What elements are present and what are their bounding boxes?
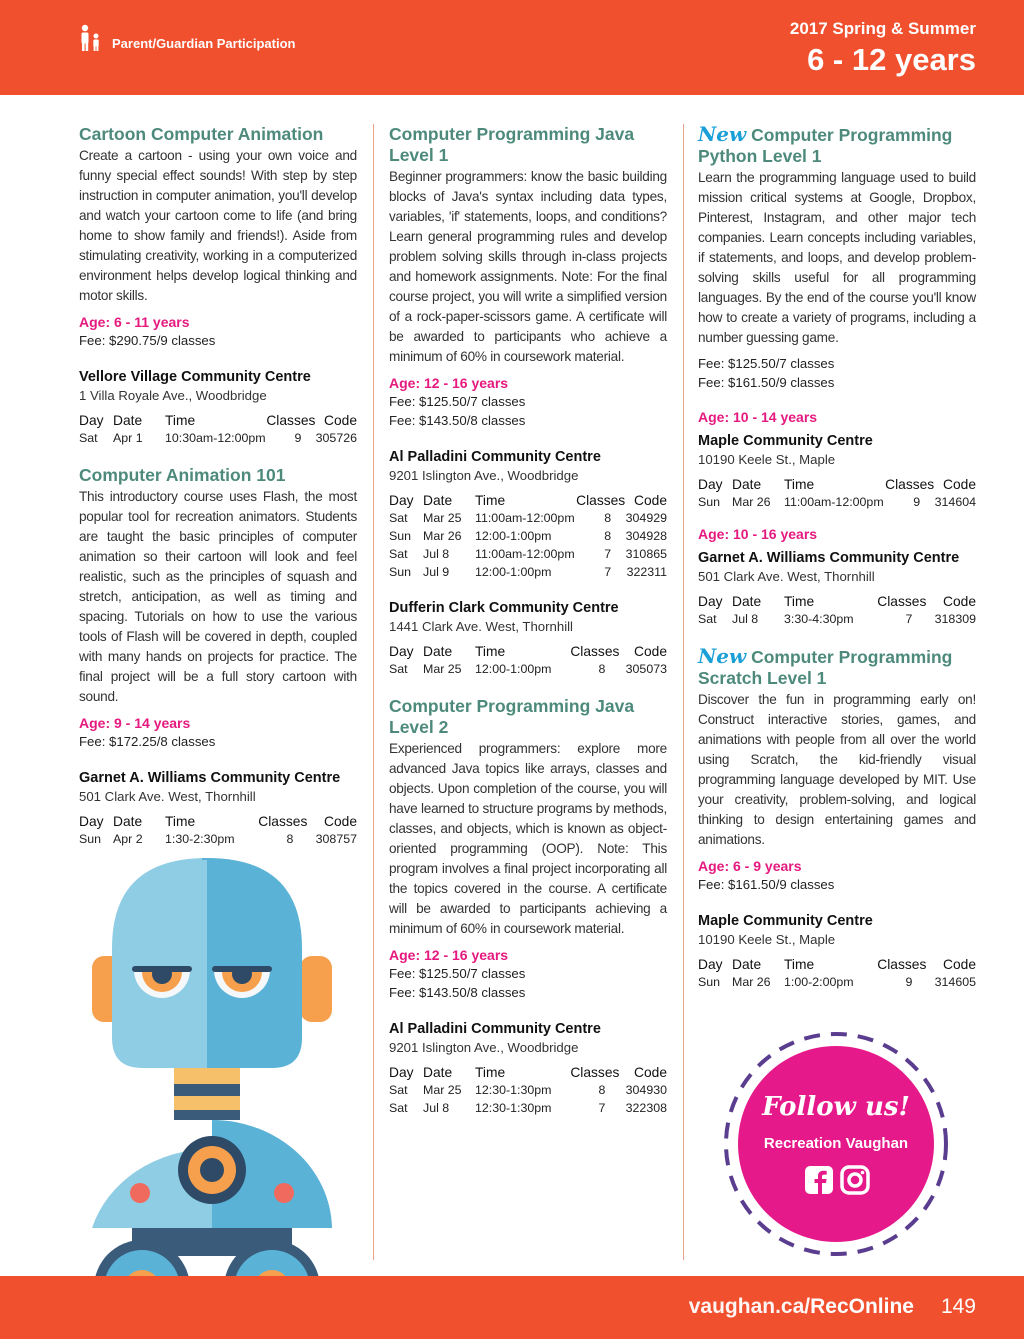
column-header-code: Code (943, 477, 976, 492)
schedule-cell-day: Sun (389, 529, 412, 543)
column-header-classes: Classes (258, 814, 308, 829)
schedule-header-row (389, 491, 667, 509)
footer-url[interactable] (689, 1295, 914, 1319)
column-header-code: Code (324, 413, 357, 428)
course-description: Experienced programmers: explore more advanced Java topics like arrays, classes and objects. Upon completion of the course, you will have learned to structure programs by methods, classes, and objects, which is known as object-oriented programming (OOP). Note: This program involves a final project incorporating all the topics covered in the course. A certificate will be awarded to participants achieving a minimum of 60% in coursework material. (389, 741, 667, 936)
venue-address: 9201 Islington Ave., Woodbridge (389, 1040, 579, 1055)
column-divider (683, 124, 684, 1260)
schedule-cell-code: 304930 (625, 1083, 667, 1097)
schedule-cell-code: 304929 (625, 511, 667, 525)
column-header-code: Code (943, 594, 976, 609)
schedule-cell-day: Sun (698, 975, 721, 989)
schedule-row (389, 509, 667, 527)
schedule-table (79, 812, 357, 848)
schedule-row (389, 545, 667, 563)
course-title (79, 124, 357, 145)
column-header-classes: Classes (877, 957, 927, 972)
schedule-cell-classes: 8 (598, 1083, 606, 1097)
schedule-cell-day: Sun (389, 565, 412, 579)
course-title (698, 646, 976, 689)
venue-address: 1 Villa Royale Ave., Woodbridge (79, 388, 267, 403)
age-label: Age: 6 - 11 years (79, 314, 190, 330)
course-block (389, 696, 667, 1117)
column-header-day: Day (698, 477, 723, 492)
venue-name: Maple Community Centre (698, 433, 873, 449)
course-title-text: Computer Programming Scratch Level 1 (698, 647, 953, 688)
schedule-cell-code: 322308 (625, 1101, 667, 1115)
column-header-classes: Classes (570, 644, 620, 659)
schedule-cell-time: 12:00-1:00pm (475, 662, 552, 676)
schedule-cell-classes: 8 (604, 529, 612, 543)
venue-block (698, 549, 976, 628)
column-header-code: Code (634, 644, 667, 659)
schedule-cell-time: 3:30-4:30pm (784, 612, 854, 626)
age-label: Age: 12 - 16 years (389, 375, 509, 391)
venue-name: Al Palladini Community Centre (389, 449, 601, 465)
schedule-cell-code: 310865 (625, 547, 667, 561)
venue-name: Garnet A. Williams Community Centre (79, 770, 341, 786)
schedule-row (698, 610, 976, 628)
schedule-cell-date: Mar 26 (423, 529, 462, 543)
schedule-row (698, 973, 976, 991)
schedule-header-row (389, 642, 667, 660)
column-header-date: Date (423, 1065, 453, 1080)
course-title-text: Computer Animation 101 (79, 465, 286, 485)
column-header-date: Date (423, 644, 453, 659)
venue-block (698, 912, 976, 991)
course-description: This introductory course uses Flash, the most popular tool for recreation animators. Students are taught the basic principles of computer animation so their cartoon will look and feel realistic, such as the principles of squash and stretch, anticipation, as well as timing and spacing. Tutorials on how to use the various tools of Flash will be covered in depth, coupled with many hands on projects for practice. The final project will be a full story cartoon with sound. (79, 489, 357, 704)
column-header-time: Time (165, 413, 196, 428)
robot-illustration (92, 858, 362, 1339)
column-header-day: Day (698, 594, 723, 609)
schedule-row (389, 527, 667, 545)
schedule-cell-code: 322311 (626, 565, 667, 579)
schedule-cell-time: 12:30-1:30pm (475, 1083, 552, 1097)
schedule-header-row (79, 812, 357, 830)
column-header-code: Code (324, 814, 357, 829)
footer-url-prefix: vaughan.ca/ (688, 1295, 811, 1318)
schedule-cell-time: 1:30-2:30pm (165, 832, 235, 846)
schedule-cell-day: Sat (389, 1101, 408, 1115)
schedule-header-row (389, 1063, 667, 1081)
schedule-cell-date: Jul 8 (423, 547, 450, 561)
schedule-cell-date: Apr 2 (113, 832, 143, 846)
column-header-date: Date (423, 493, 453, 508)
schedule-cell-classes: 9 (905, 975, 913, 989)
column-header-classes: Classes (266, 413, 316, 428)
column-header-time: Time (475, 644, 506, 659)
course-title (79, 465, 357, 486)
venue-block (79, 769, 357, 848)
schedule-row (79, 830, 357, 848)
age-label: Age: 6 - 9 years (698, 858, 802, 874)
column-header-code: Code (943, 957, 976, 972)
course-title (698, 124, 976, 167)
schedule-table (79, 411, 357, 447)
schedule-cell-classes: 7 (905, 612, 913, 626)
schedule-cell-classes: 7 (604, 565, 612, 579)
schedule-cell-date: Mar 25 (423, 1083, 462, 1097)
schedule-cell-time: 11:00am-12:00pm (475, 547, 575, 561)
course-description: Beginner programmers: know the basic building blocks of Java's syntax including data types, variables, 'if' statements, loops, and conditions? Learn general programming rules and develop problem solving skills through in-class projects and homework assignments. Note: For the final course project, you will write a simplified version of a rock-paper-scissors game. A certificate will be awarded to participants who achieve a minimum of 60% in coursework material. (389, 169, 667, 364)
schedule-cell-classes: 9 (913, 495, 921, 509)
course-title-text: Computer Programming Java Level 2 (389, 696, 635, 737)
schedule-cell-classes: 7 (598, 1101, 606, 1115)
column-header-day: Day (389, 644, 414, 659)
schedule-table (389, 491, 667, 581)
schedule-cell-date: Mar 25 (423, 662, 462, 676)
schedule-row (389, 660, 667, 678)
course-block (79, 124, 357, 447)
course-block (389, 124, 667, 678)
schedule-cell-day: Sat (389, 511, 408, 525)
venue-block (389, 599, 667, 678)
venue-name: Al Palladini Community Centre (389, 1021, 601, 1037)
course-fee: Fee: $161.50/9 classes (698, 877, 835, 892)
schedule-cell-classes: 7 (604, 547, 612, 561)
parent-child-icon (78, 24, 102, 52)
column-header-classes: Classes (576, 493, 626, 508)
column-header-day: Day (79, 814, 104, 829)
column-header-date: Date (732, 957, 762, 972)
parent-participation-label: Parent/Guardian Participation (112, 36, 296, 51)
page-number: 149 (940, 1295, 976, 1318)
schedule-row (389, 1099, 667, 1117)
new-badge: New (698, 122, 747, 146)
age-label: Age: 9 - 14 years (79, 715, 191, 731)
schedule-cell-time: 12:00-1:00pm (475, 529, 552, 543)
age-label: Age: 12 - 16 years (389, 947, 509, 963)
column-header-time: Time (165, 814, 196, 829)
column-header-date: Date (732, 477, 762, 492)
schedule-cell-date: Mar 25 (423, 511, 462, 525)
column-header-date: Date (113, 413, 143, 428)
column-header-classes: Classes (570, 1065, 620, 1080)
venue-name: Dufferin Clark Community Centre (389, 600, 619, 616)
facebook-icon[interactable] (805, 1166, 833, 1194)
new-badge: New (698, 644, 747, 668)
schedule-table (698, 475, 976, 511)
schedule-cell-time: 10:30am-12:00pm (165, 431, 266, 445)
course-fee: Fee: $172.25/8 classes (79, 734, 216, 749)
venue-name: Garnet A. Williams Community Centre (698, 550, 960, 566)
course-fee: Fee: $125.50/7 classes (389, 394, 526, 409)
schedule-cell-classes: 8 (286, 832, 294, 846)
column-header-day: Day (79, 413, 104, 428)
venue-block (389, 448, 667, 581)
schedule-cell-time: 12:30-1:30pm (475, 1101, 552, 1115)
age-label: Age: 10 - 14 years (698, 409, 818, 425)
schedule-cell-date: Jul 8 (732, 612, 759, 626)
schedule-cell-time: 11:00am-12:00pm (784, 495, 884, 509)
schedule-cell-time: 11:00am-12:00pm (475, 511, 575, 525)
schedule-cell-code: 318309 (934, 612, 976, 626)
schedule-cell-time: 1:00-2:00pm (784, 975, 854, 989)
venue-address: 501 Clark Ave. West, Thornhill (79, 789, 256, 804)
age-range-heading: 6 - 12 years (807, 42, 976, 77)
schedule-cell-date: Mar 26 (732, 495, 771, 509)
schedule-cell-classes: 8 (598, 662, 606, 676)
schedule-cell-day: Sat (389, 1083, 408, 1097)
schedule-cell-day: Sat (389, 662, 408, 676)
schedule-cell-date: Jul 9 (423, 565, 450, 579)
course-title-text: Computer Programming Python Level 1 (698, 125, 953, 166)
course-block (698, 646, 976, 991)
course-title (389, 696, 667, 738)
schedule-cell-day: Sun (698, 495, 721, 509)
course-title (389, 124, 667, 166)
schedule-header-row (698, 955, 976, 973)
course-fee: Fee: $125.50/7 classes (389, 966, 526, 981)
venue-address: 501 Clark Ave. West, Thornhill (698, 569, 875, 584)
footer-url-bold: RecOnline (810, 1295, 914, 1318)
course-block (698, 124, 976, 628)
course-fee: Fee: $161.50/9 classes (698, 375, 835, 390)
column-header-code: Code (634, 1065, 667, 1080)
schedule-row (389, 563, 667, 581)
column-header-time: Time (475, 493, 506, 508)
schedule-cell-classes: 8 (604, 511, 612, 525)
column-divider (373, 124, 374, 1260)
course-description: Learn the programming language used to build mission critical systems at Google, Dropbox, Pinterest, Instagram, and other major tech companies. Learn concepts including variables, if statements, and loops, and develop problem-solving skills useful for all programming languages. By the end of the course you'll know how to create a variety of programs, including a number guessing game. (698, 170, 976, 345)
follow-us-title: Follow us! (762, 1092, 910, 1122)
course-description: Create a cartoon - using your own voice and funny special effect sounds! With step by step instruction in computer animation, you'll develop and watch your cartoon come to life (and bring home to show family and friends!). Aside from stimulating creativity, working in a computerized environment helps develop logical thinking and motor skills. (79, 148, 357, 303)
venue-address: 9201 Islington Ave., Woodbridge (389, 468, 579, 483)
column-1 (79, 124, 357, 866)
venue-block (79, 368, 357, 447)
venue-block (698, 432, 976, 511)
venue-address: 10190 Keele St., Maple (698, 452, 836, 467)
course-title-text: Cartoon Computer Animation (79, 124, 324, 144)
column-header-classes: Classes (877, 594, 927, 609)
schedule-cell-date: Mar 26 (732, 975, 771, 989)
course-block (79, 465, 357, 848)
schedule-cell-code: 304928 (625, 529, 667, 543)
venue-address: 1441 Clark Ave. West, Thornhill (389, 619, 573, 634)
schedule-cell-day: Sat (79, 431, 98, 445)
schedule-cell-code: 308757 (315, 832, 357, 846)
column-header-date: Date (732, 594, 762, 609)
schedule-table (389, 1063, 667, 1117)
column-3 (698, 124, 976, 1009)
schedule-row (79, 429, 357, 447)
season-label: 2017 Spring & Summer (789, 19, 976, 38)
schedule-cell-date: Jul 8 (423, 1101, 450, 1115)
schedule-cell-time: 12:00-1:00pm (475, 565, 552, 579)
schedule-table (698, 955, 976, 991)
column-header-code: Code (634, 493, 667, 508)
social-icons (803, 1164, 873, 1196)
schedule-header-row (698, 475, 976, 493)
schedule-table (389, 642, 667, 678)
venue-block (389, 1020, 667, 1117)
schedule-cell-code: 305073 (625, 662, 667, 676)
column-header-time: Time (784, 594, 815, 609)
schedule-header-row (79, 411, 357, 429)
course-fee: Fee: $290.75/9 classes (79, 333, 216, 348)
schedule-header-row (698, 592, 976, 610)
schedule-cell-classes: 9 (294, 431, 302, 445)
schedule-row (698, 493, 976, 511)
instagram-icon[interactable] (842, 1167, 868, 1193)
course-description: Discover the fun in programming early on! Construct interactive stories, games, and animations with people from all over the world using Scratch, the kid-friendly visual programming language developed by MIT. Use your creativity, problem-solving, and logical thinking to design entertaining games and animations. (698, 692, 976, 847)
schedule-table (698, 592, 976, 628)
course-fee: Fee: $143.50/8 classes (389, 985, 526, 1000)
follow-us-subtitle: Recreation Vaughan (763, 1135, 909, 1152)
column-header-time: Time (475, 1065, 506, 1080)
course-title-text: Computer Programming Java Level 1 (389, 124, 635, 165)
schedule-cell-day: Sat (389, 547, 408, 561)
schedule-cell-code: 314604 (934, 495, 976, 509)
column-header-day: Day (698, 957, 723, 972)
schedule-cell-code: 305726 (315, 431, 357, 445)
column-header-classes: Classes (885, 477, 935, 492)
schedule-row (389, 1081, 667, 1099)
column-header-day: Day (389, 1065, 414, 1080)
schedule-cell-day: Sun (79, 832, 102, 846)
column-2 (389, 124, 667, 1135)
fee-list (698, 354, 976, 392)
column-header-date: Date (113, 814, 143, 829)
venue-address: 10190 Keele St., Maple (698, 932, 836, 947)
age-label: Age: 10 - 16 years (698, 526, 818, 542)
column-header-time: Time (784, 477, 815, 492)
schedule-cell-date: Apr 1 (113, 431, 143, 445)
venue-name: Vellore Village Community Centre (79, 369, 311, 385)
schedule-cell-day: Sat (698, 612, 717, 626)
venue-name: Maple Community Centre (698, 913, 873, 929)
course-fee: Fee: $125.50/7 classes (698, 356, 835, 371)
course-fee: Fee: $143.50/8 classes (389, 413, 526, 428)
column-header-day: Day (389, 493, 414, 508)
column-header-time: Time (784, 957, 815, 972)
schedule-cell-code: 314605 (934, 975, 976, 989)
